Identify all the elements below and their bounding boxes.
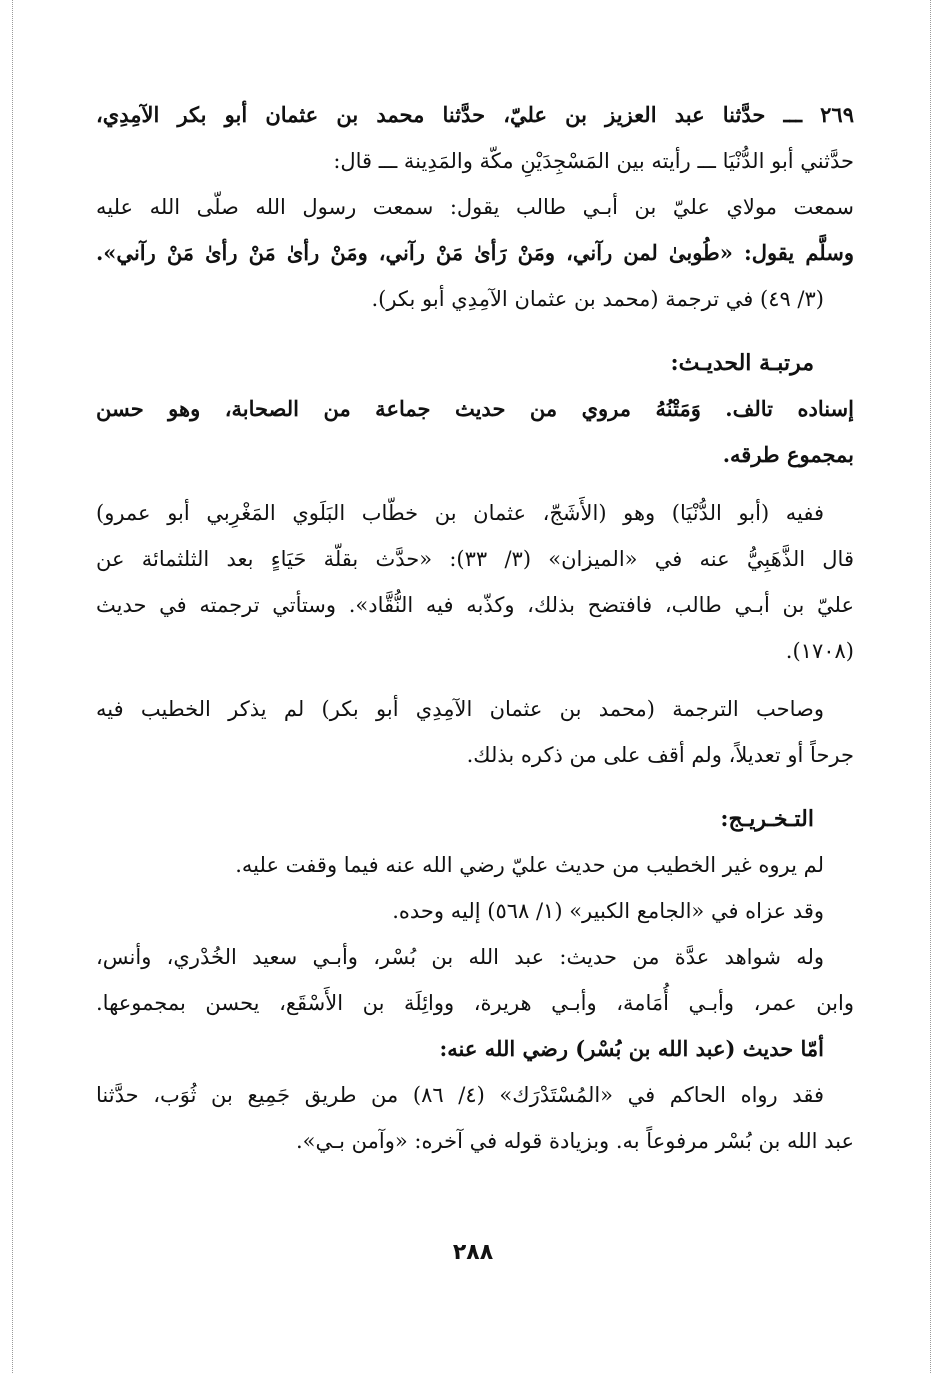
- hadith-text: [96, 92, 854, 322]
- grade-heading: مرتبـة الحديـث:: [670, 350, 814, 376]
- takhrij-p1: لم يروه غير الخطيب من حديث عليّ رضي الله عنه فيما وقفت عليه.: [235, 853, 824, 877]
- hadith-line-4: وسلَّم يقول: «طُوبىٰ لمن رآني، ومَنْ رَأىٰ مَنْ رآني، ومَنْ رأىٰ مَنْ رأىٰ مَنْ رآني».: [96, 240, 854, 265]
- takhrij-p4-line-1: فقد رواه الحاكم في «المُسْتَدْرَك» (٤/ ٨٦) من طريق جَمِيع بن ثُوَب، حدَّثنا: [96, 1083, 824, 1107]
- hadith-source: (٣/ ٤٩) في ترجمة (محمد بن عثمان الآمِدِي أبو بكر).: [371, 287, 824, 311]
- page-number: ٢٨٨: [452, 1240, 494, 1265]
- takhrij-section: [96, 796, 854, 1164]
- grade-line-2: بمجموع طرقه.: [722, 442, 854, 467]
- grade-p1-line-1: ففيه (أبو الدُّنْيَا) وهو (الأَشَجّ، عثمان بن خطّاب البَلَوي المَغْرِبي أبو عمرو): [96, 501, 824, 525]
- hadith-grade: [96, 340, 854, 778]
- hadith-line-3: سمعت مولاي عليّ بن أبـي طالب يقول: سمعت رسول الله صلّى الله عليه: [96, 195, 854, 219]
- grade-p2-line-2: جرحاً أو تعديلاً، ولم أقف على من ذكره بذلك.: [466, 743, 854, 767]
- hadith-line-2: حدَّثني أبو الدُّنْيَا ـــ رأيته بين المَسْجِدَيْنِ مكّة والمَدِينة ـــ قال:: [333, 149, 854, 173]
- grade-p1-line-3: عليّ بن أبـي طالب، فافتضح بذلك، وكذّبه فيه النُّقَّاد». وستأتي ترجمته في حديث: [96, 593, 854, 617]
- takhrij-heading: التـخـريـج:: [720, 806, 814, 832]
- grade-p1-line-4: (١٧٠٨).: [785, 639, 854, 663]
- takhrij-p2: وقد عزاه في «الجامع الكبير» (١/ ٥٦٨) إليه وحده.: [392, 899, 824, 923]
- takhrij-sub-heading: أمّا حديث (عبد الله بن بُسْر) رضي الله عنه:: [439, 1036, 824, 1061]
- page-edge-right: [930, 0, 931, 1373]
- page-content: [96, 92, 854, 1164]
- grade-line-1: إسناده تالف. وَمَتْنُهُ مروي من حديث جماعة من الصحابة، وهو حسن: [96, 396, 854, 421]
- hadith-line-1: ٢٦٩ ـــ حدَّثنا عبد العزيز بن عليّ، حدَّثنا محمد بن عثمان أبو بكر الآمِدِي،: [96, 102, 854, 127]
- takhrij-p4-line-2: عبد الله بن بُسْر مرفوعاً به. وبزيادة قوله في آخره: «وآمن بـي».: [295, 1129, 854, 1153]
- grade-p1-line-2: قال الذَّهَبِيُّ عنه في «الميزان» (٣/ ٣٣): «حدَّث بقلّة حَيَاءٍ بعد الثلثمائة عن: [96, 547, 854, 571]
- takhrij-p3-line-2: وابن عمر، وأبـي أُمَامة، وأبـي هريرة، ووائِلَة بن الأَسْقَع، يحسن بمجموعها.: [96, 991, 854, 1015]
- grade-p2-line-1: وصاحب الترجمة (محمد بن عثمان الآمِدِي أبو بكر) لم يذكر الخطيب فيه: [96, 697, 824, 721]
- page-edge-left: [12, 0, 13, 1373]
- takhrij-p3-line-1: وله شواهد عدَّة من حديث: عبد الله بن بُسْر، وأبـي سعيد الخُدْري، وأنس،: [96, 945, 824, 969]
